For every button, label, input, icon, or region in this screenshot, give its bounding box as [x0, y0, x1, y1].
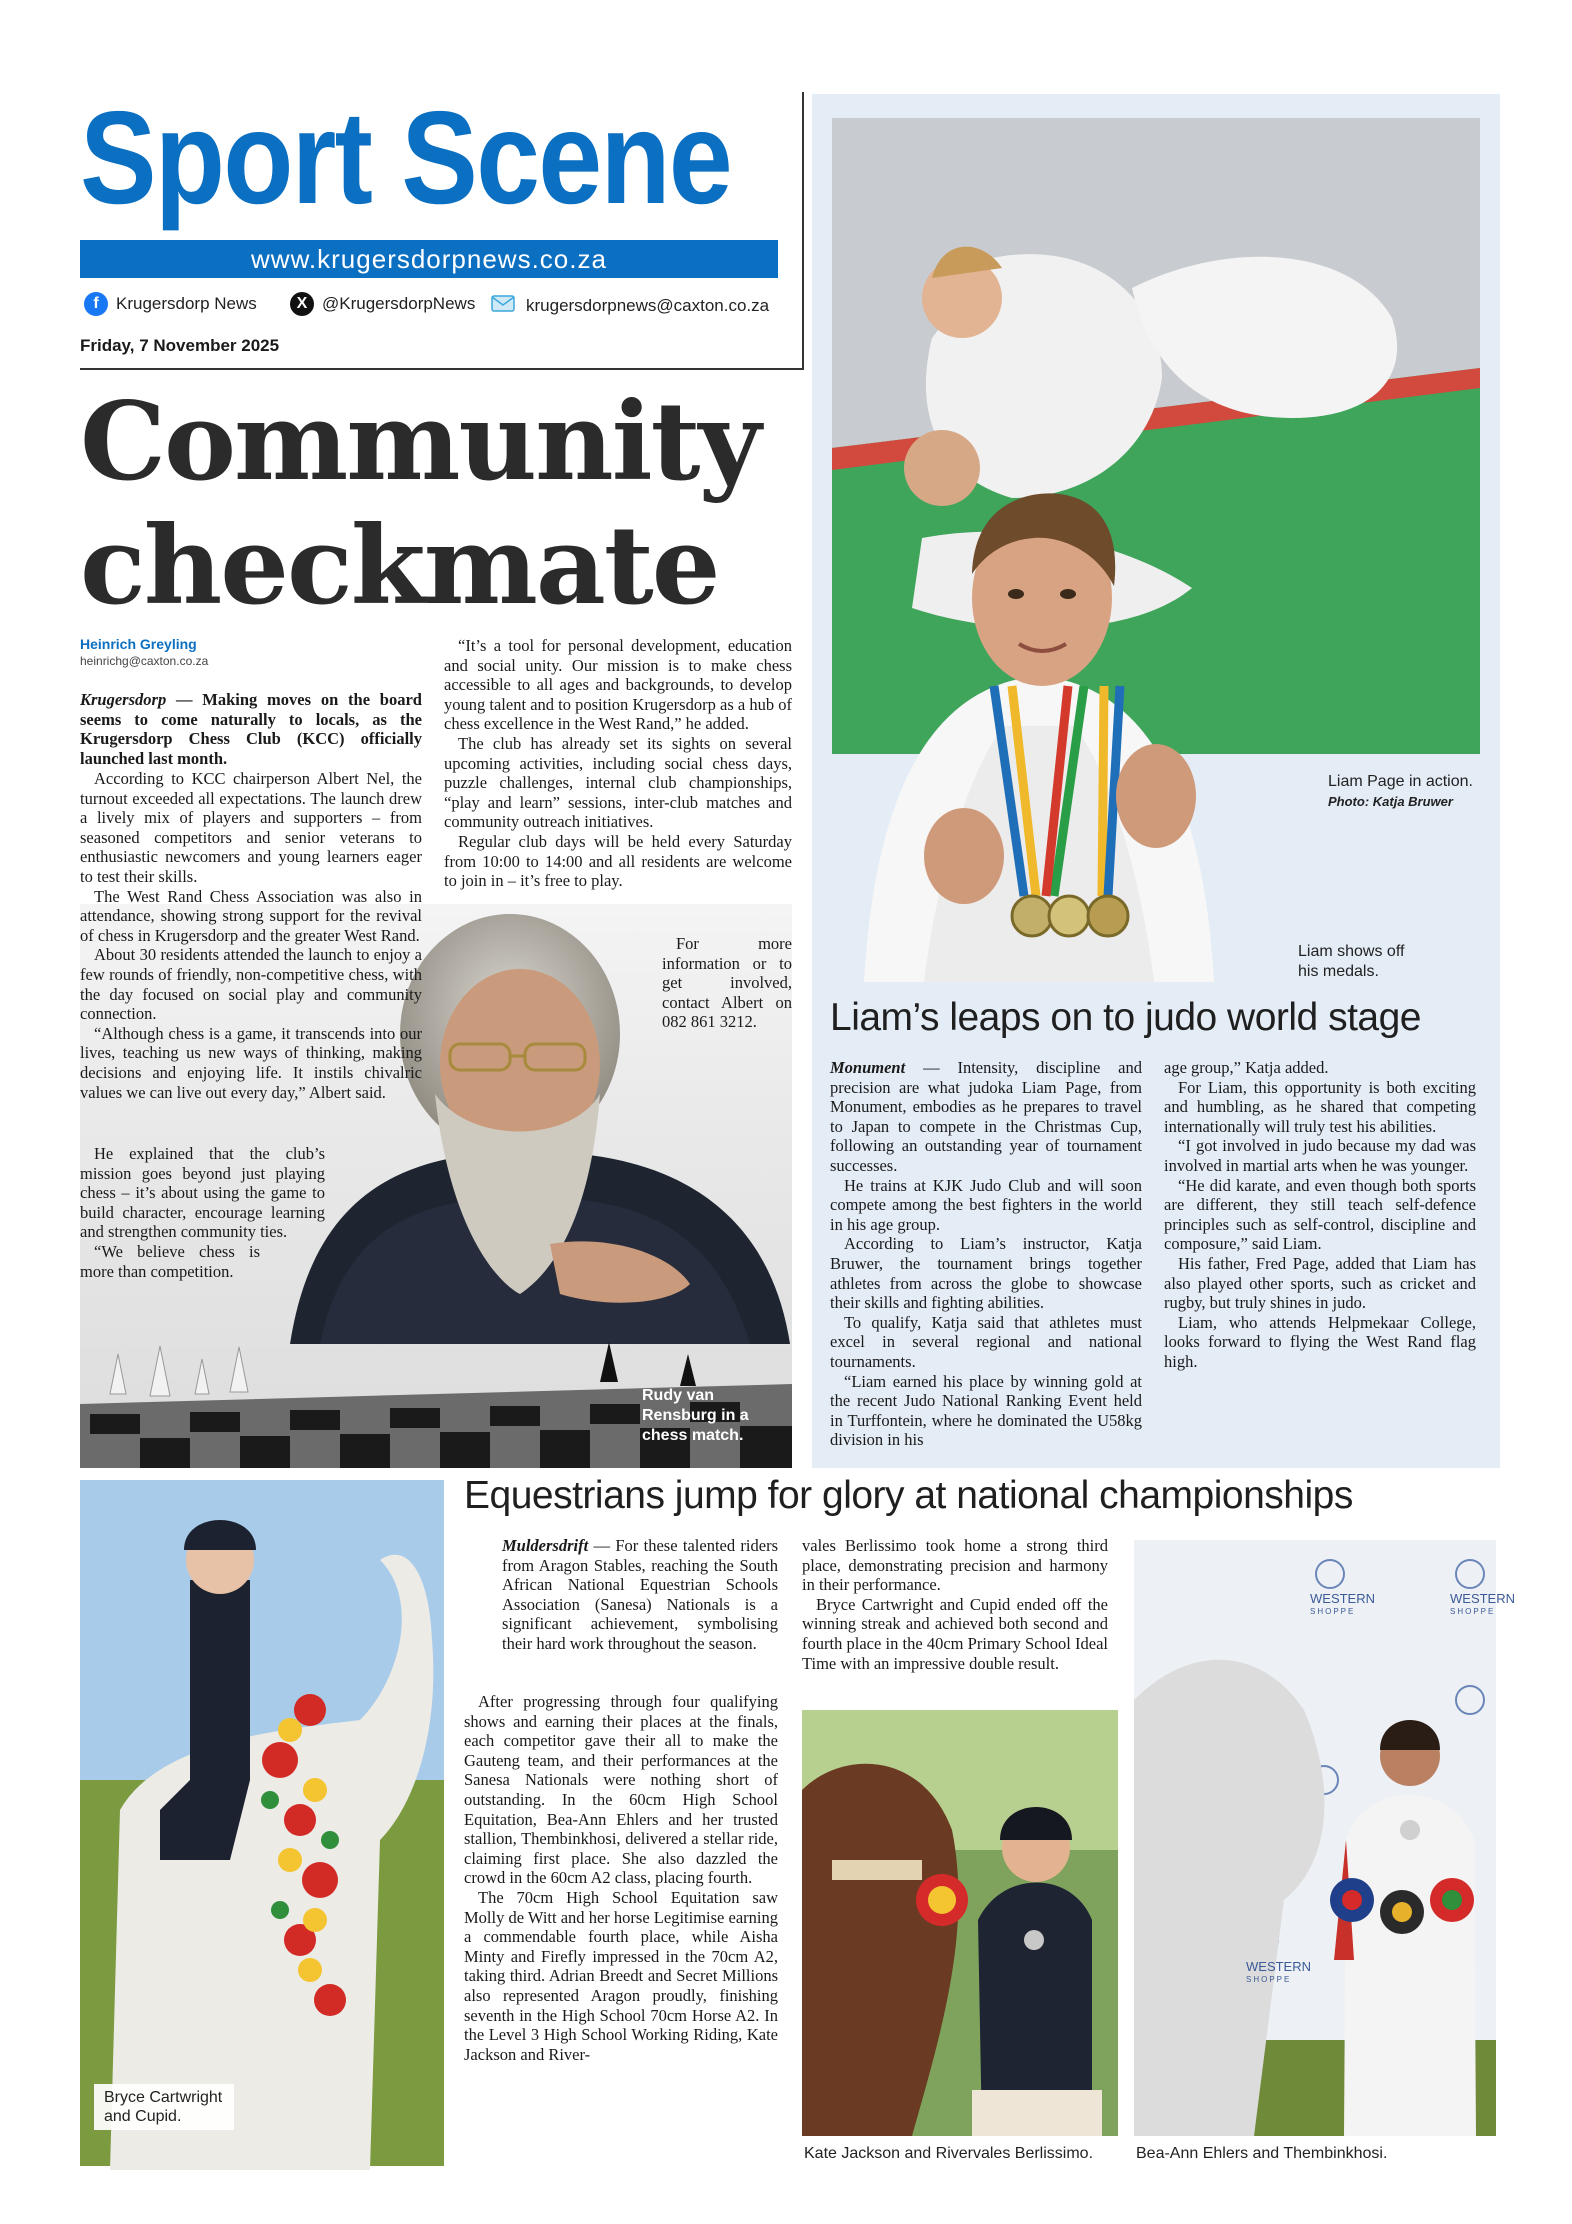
email-icon	[490, 292, 518, 319]
western-shoppe-logo-2: WESTERN SHOPPE	[1450, 1591, 1515, 1616]
email-label: krugersdorpnews@caxton.co.za	[526, 295, 770, 315]
headline-line-1: Community	[80, 379, 760, 505]
website-url-bar[interactable]: www.krugersdorpnews.co.za	[80, 240, 778, 278]
x-twitter-icon: X	[290, 292, 314, 316]
bea-ann-photo	[1134, 1540, 1515, 2136]
equestrian-paragraph: The 70cm High School Equitation saw Molly de Witt and her horse Legitimise earning a commendable fourth place, while Aisha Minty and Firefly impressed in the 70cm A2, taking third. Adrian Breedt and Secret Millions also represented Aragon proudly, finishing seventh in the High School 70cm Horse A2. In the Level 3 High School Working Riding, Kate Jackson and River-	[464, 1887, 778, 2064]
chess-column-2	[444, 636, 792, 891]
chess-paragraph: The club has already set its sights on several upcoming activities, including social chess days, puzzle challenges, internal club championships, “play and learn” sessions, inter-club matches and community outreach initiatives.	[444, 733, 792, 832]
chess-paragraph: About 30 residents attended the launch to enjoy a few rounds of friendly, non-competitive chess, with the day focused on social play and community connection.	[80, 945, 422, 1024]
judo-column-1	[830, 1058, 1142, 1450]
headline-line-2: checkmate	[80, 503, 719, 629]
judo-paragraph: “He did karate, and even though both sports are different, they still teach self-defence principles such as self-control, discipline and composure,” said Liam.	[1164, 1175, 1476, 1254]
chess-paragraph: “Although chess is a game, it transcends into our lives, teaching us new ways of thinking, making decisions and enjoying life. It instils chivalric values we can live out every day,” Albert said.	[80, 1023, 422, 1102]
author-name: Heinrich Greyling	[80, 636, 197, 652]
chess-paragraph: “We believe chess is more than competition.	[80, 1241, 260, 1281]
bea-ann-caption: Bea-Ann Ehlers and Thembinkhosi.	[1136, 2145, 1388, 2162]
kate-horse-illustration	[802, 1710, 1118, 2136]
facebook-label: Krugersdorp News	[116, 294, 257, 313]
judo-paragraph: According to Liam’s instructor, Katja Bruwer, the tournament brings together athletes from across the globe to showcase their skills and fighting abilities.	[830, 1234, 1142, 1313]
byline	[80, 636, 208, 668]
sport-scene-logo: Sport Scene	[80, 84, 731, 231]
issue-date: Friday, 7 November 2025	[80, 336, 280, 355]
author-email[interactable]: heinrichg@caxton.co.za	[80, 654, 209, 668]
equestrian-paragraph: Bryce Cartwright and Cupid ended off the winning streak and achieved both second and fourth place in the 40cm Primary School Ideal Time with an impressive double result.	[802, 1594, 1108, 1673]
chess-lead-paragraph: Krugersdorp — Making moves on the board seems to come naturally to locals, as the Krugersdorp Chess Club (KCC) officially launched last month.	[80, 690, 422, 768]
judo-headline: Liam’s leaps on to judo world stage	[830, 996, 1421, 1039]
liam-medals-illustration	[864, 476, 1214, 982]
bryce-cupid-photo	[80, 1480, 444, 2166]
facebook-icon: f	[84, 292, 108, 316]
liam-medals-caption: Liam shows off his medals.	[1298, 943, 1405, 980]
judo-paragraph: For Liam, this opportunity is both exciting and humbling, as he shared that competing internationally will truly test his abilities.	[1164, 1077, 1476, 1136]
judo-photo-caption	[1328, 772, 1473, 812]
equestrian-column-2	[802, 1536, 1108, 1673]
kate-caption: Kate Jackson and Rivervales Berlissimo.	[804, 2145, 1094, 2162]
chess-column-2-contact	[662, 934, 792, 1032]
judo-paragraph: To qualify, Katja said that athletes must excel in several regional and national tournaments.	[830, 1312, 1142, 1371]
chess-column-1-body	[80, 769, 422, 1102]
equestrian-lead-paragraph: Muldersdrift — For these talented riders from Aragon Stables, reaching the South African National Equestrian Schools Association (Sanesa) Nationals is a significant achievement, symbolising their hard work throughout the season.	[502, 1536, 779, 1653]
equestrian-headline: Equestrians jump for glory at national championships	[464, 1474, 1353, 1517]
western-shoppe-logo-3: WESTERN SHOPPE	[1246, 1959, 1311, 1984]
judo-lead-paragraph: Monument — Intensity, discipline and precision are what judoka Liam Page, from Monument, embodies as he prepares to travel to Japan to compete in the Christmas Cup, following an outstanding year of tournament successes.	[830, 1058, 1143, 1175]
chess-paragraph: “It’s a tool for personal development, education and social unity. Our mission is to make chess accessible to all ages and backgrounds, to develop young talent and to position Krugersdorp as a hub of chess excellence in the West Rand,” he added.	[444, 636, 792, 734]
judo-paragraph: “I got involved in judo because my dad was involved in martial arts when he was younger.	[1164, 1136, 1476, 1175]
chess-paragraph: He explained that the club’s mission goes beyond just playing chess – it’s about using the game to build character, encourage learning and strengthen community ties.	[80, 1144, 325, 1242]
judo-photo-credit: Photo: Katja Bruwer	[1328, 794, 1453, 809]
kate-jackson-photo	[802, 1710, 1118, 2136]
chess-column-1	[80, 690, 422, 768]
bryce-horse-illustration	[80, 1480, 444, 2166]
equestrian-paragraph: After progressing through four qualifying shows and earning their places at the finals, each competitor gave their all to make the Gauteng team, and their performances at the Sanesa Nationals were nothing short of outstanding. In the 60cm High School Equitation, Bea-Ann Ehlers and her trusted stallion, Thembinkhosi, delivered a stellar ride, claiming first place. She also dazzled the crowd in the 60cm A2 class, placing fourth.	[464, 1692, 778, 1888]
equestrian-column-1-top	[502, 1536, 778, 1654]
twitter-link[interactable]	[290, 292, 475, 316]
equestrian-paragraph: vales Berlissimo took home a strong third place, demonstrating precision and harmony in their performance.	[802, 1536, 1108, 1595]
judo-paragraph: age group,” Katja added.	[1164, 1058, 1329, 1077]
chess-photo-caption: Rudy van Rensburg in a chess match.	[642, 1387, 749, 1444]
chess-paragraph: The West Rand Chess Association was also in attendance, showing strong support for the revival of chess in Krugersdorp and the greater West Rand.	[80, 886, 422, 945]
equestrian-column-1	[464, 1692, 778, 2064]
judo-paragraph: He trains at KJK Judo Club and will soon compete among the best fighters in the world in his age group.	[830, 1175, 1142, 1234]
facebook-link[interactable]	[84, 292, 257, 316]
twitter-label: @KrugersdorpNews	[322, 294, 476, 313]
western-shoppe-logo-1: WESTERN SHOPPE	[1310, 1591, 1375, 1616]
judo-paragraph: Liam, who attends Helpmekaar College, looks forward to flying the West Rand flag high.	[1164, 1312, 1476, 1371]
judo-column-2	[1164, 1058, 1476, 1372]
chess-paragraph: Regular club days will be held every Saturday from 10:00 to 14:00 and all residents are welcome to join in – it’s free to play.	[444, 831, 792, 891]
liam-medals-photo	[864, 476, 1214, 982]
email-link[interactable]	[490, 292, 769, 319]
judo-paragraph: His father, Fred Page, added that Liam has also played other sports, such as cricket and rugby, but truly shines in judo.	[1164, 1253, 1476, 1313]
chess-column-1-wrap	[80, 1144, 325, 1281]
bea-ann-horse-illustration	[1134, 1540, 1496, 2136]
chess-headline	[80, 380, 800, 628]
chess-paragraph: According to KCC chairperson Albert Nel, the turnout exceeded all expectations. The launch drew a lively mix of players and supporters – from seasoned competitors and senior veterans to enthusiastic newcomers and young learners eager to test their skills.	[80, 769, 422, 886]
chess-contact-paragraph: For more information or to get involved, contact Albert on 082 861 3212.	[662, 934, 792, 1032]
judo-paragraph: “Liam earned his place by winning gold at the recent Judo National Ranking Event held in Turffontein, where he dominated the U58kg division in his	[830, 1371, 1142, 1450]
judo-caption-text: Liam Page in action.	[1328, 773, 1473, 790]
bryce-caption: Bryce Cartwright and Cupid.	[94, 2084, 234, 2130]
